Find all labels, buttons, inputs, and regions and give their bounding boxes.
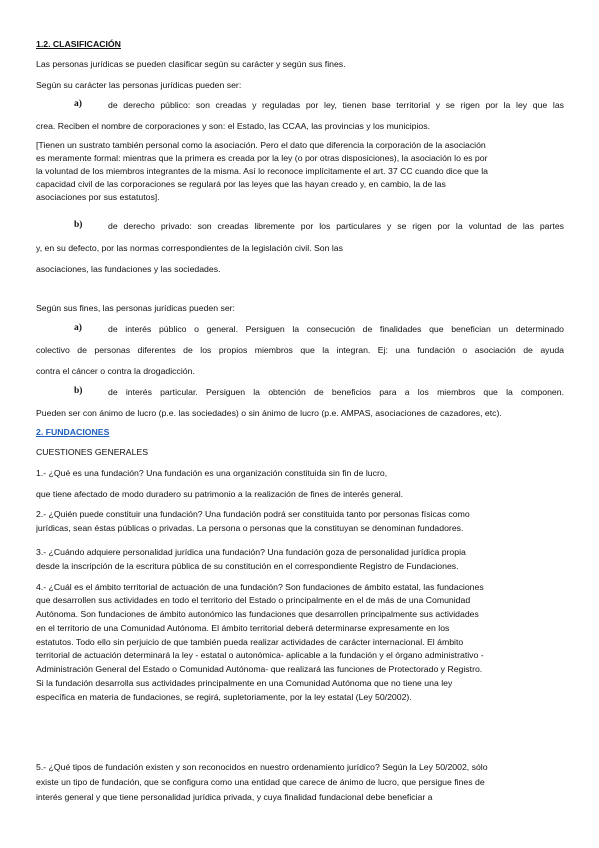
cuestiones-heading: CUESTIONES GENERALES — [36, 447, 149, 457]
intro-paragraph: Las personas jurídicas se pueden clasificar según su carácter y según sus fines. — [36, 59, 346, 69]
fin-a-line-1: de interés público o general. Persiguen la consecución de finalidades que benefician un determinado — [108, 324, 564, 334]
q5-line-3: interés general y que tiene personalidad jurídica privada, y cuya finalidad fundacional debe beneficiar a — [36, 792, 433, 802]
q4-line-4: en el territorio de una Comunidad Autónoma. El ámbito territorial deberá determinarse expresamente en los — [36, 623, 450, 633]
q4-line-1: 4.- ¿Cuál es el ámbito territorial de actuación de una fundación? Son fundaciones de ámbito estatal, las fundaciones — [36, 582, 484, 592]
bracket-note-line-5: asociaciones por sus estatutos]. — [36, 192, 160, 202]
q5-line-2: existe un tipo de fundación, que se configura como una entidad que carece de ánimo de lucro, que persigue fines de — [36, 777, 485, 787]
item-b-line-2: y, en su defecto, por las normas correspondientes de la legislación civil. Son las — [36, 243, 343, 253]
list-marker-fin-b: b) — [74, 386, 83, 396]
bracket-note-line-2: es meramente formal: mientras que la primera es creada por la ley (o por otras disposiciones), la asociación lo es por — [36, 153, 488, 163]
q4-line-6: territorial de actuación determinará la ley - estatal o autonómica- aplicable a la fundación y el órgano administrativo - — [36, 650, 484, 660]
list-marker-b: b) — [74, 220, 83, 230]
item-b-line-1: de derecho privado: son creadas libremente por los particulares y se rigen por la voluntad de las partes — [108, 221, 564, 231]
q4-line-5: estatutos. Todo ello sin perjuicio de que también pueda realizar actividades de carácter internacional. El ámbito — [36, 637, 464, 647]
fin-b-line-1: de interés particular. Persiguen la obtención de beneficios para a los miembros que la componen. — [108, 387, 564, 397]
list-marker-a: a) — [74, 99, 82, 109]
q3-line-1: 3.- ¿Cuándo adquiere personalidad jurídica una fundación? Una fundación goza de personalidad jurídica propia — [36, 547, 466, 557]
section-heading-fundaciones: 2. FUNDACIONES — [36, 427, 110, 437]
q4-line-9: específica en materia de fundaciones, se regirá, supletoriamente, por la ley estatal (Ley 50/2002). — [36, 692, 412, 702]
q4-line-8: Si la fundación desarrolla sus actividades principalmente en una Comunidad Autónoma que no tiene una ley — [36, 678, 453, 688]
item-a-line-1: de derecho público: son creadas y reguladas por ley, tienen base territorial y se rigen por la ley que las — [108, 100, 564, 110]
q1-line-2: que tiene afectado de modo duradero su patrimonio a la realización de fines de interés general. — [36, 489, 404, 499]
caracter-intro: Según su carácter las personas jurídicas pueden ser: — [36, 80, 242, 90]
q5-line-1: 5.- ¿Qué tipos de fundación existen y son reconocidos en nuestro ordenamiento jurídico? Según la Ley 50/2002, sólo — [36, 762, 488, 772]
fin-a-line-3: contra el cáncer o contra la drogadicción. — [36, 366, 195, 376]
q4-line-3: Autónoma. Son fundaciones de ámbito autonómico las fundaciones que desarrollen principalmente sus actividades — [36, 609, 479, 619]
q4-line-7: Administración General del Estado o Comunidad Autónoma- que realizará las funciones de Protectorado y Registro. — [36, 664, 483, 674]
q4-line-2: que desarrollen sus actividades en todo el territorio del Estado o principalmente en el de más de una Comunidad — [36, 595, 471, 605]
bracket-note-line-1: [Tienen un sustrato también personal como la asociación. Pero el dato que diferencia la corporación de la asociación — [36, 140, 486, 150]
fines-intro: Según sus fines, las personas jurídicas pueden ser: — [36, 303, 235, 313]
list-marker-fin-a: a) — [74, 323, 82, 333]
q2-line-1: 2.- ¿Quién puede constituir una fundación? Una fundación podrá ser constituida tanto por personas físicas como — [36, 509, 470, 519]
bracket-note-line-4: capacidad civil de las corporaciones se regulará por las leyes que las hayan creado y, en cambio, la de las — [36, 179, 446, 189]
fin-b-line-2: Pueden ser con ánimo de lucro (p.e. las sociedades) o sin ánimo de lucro (p.e. AMPAS, asociaciones de cazadores, etc). — [36, 408, 502, 418]
q3-line-2: desde la inscripción de la escritura pública de su constitución en el correspondiente Registro de Fundaciones. — [36, 561, 459, 571]
section-heading-clasificacion: 1.2. CLASIFICACIÓN — [36, 39, 121, 49]
q2-line-2: jurídicas, sean éstas públicas o privadas. La persona o personas que la constituyan se denominan fundadores. — [36, 523, 464, 533]
bracket-note-line-3: la voluntad de los miembros integrantes de la misma. Así lo reconoce implícitamente el art. 37 CC cuando dice que la — [36, 166, 488, 176]
item-a-line-2: crea. Reciben el nombre de corporaciones y son: el Estado, las CCAA, las provincias y los municipios. — [36, 121, 431, 131]
item-b-line-3: asociaciones, las fundaciones y las sociedades. — [36, 264, 221, 274]
fin-a-line-2: colectivo de personas diferentes de los propios miembros que la integran. Ej: una fundación o asociación de ayuda — [36, 345, 564, 355]
q1-line-1: 1.- ¿Qué es una fundación? Una fundación es una organización constituida sin fin de lucro, — [36, 468, 388, 478]
